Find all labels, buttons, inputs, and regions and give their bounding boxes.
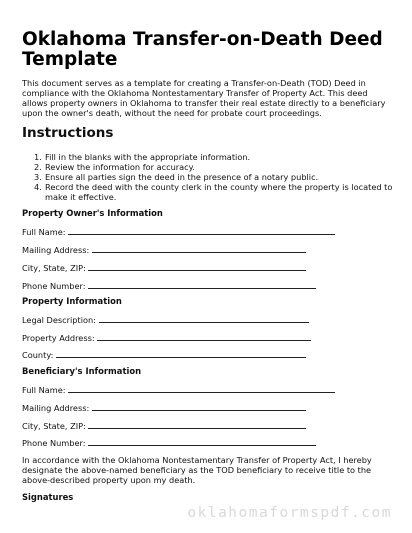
property-address-blank[interactable] — [97, 332, 311, 341]
property-section-heading: Property Information — [22, 296, 122, 306]
owner-full-name-blank[interactable] — [68, 226, 335, 235]
beneficiary-full-name-label: Full Name: — [22, 385, 66, 395]
owner-mailing-address-blank[interactable] — [92, 244, 306, 253]
signatures-heading: Signatures — [22, 492, 74, 502]
instructions-list — [34, 152, 396, 202]
beneficiary-city-state-zip-blank[interactable] — [88, 420, 306, 429]
beneficiary-city-state-zip-label: City, State, ZIP: — [22, 421, 86, 431]
site-watermark: oklahomaformspdf.com — [187, 505, 392, 521]
legal-description-label: Legal Description: — [22, 315, 96, 325]
owner-phone-field — [22, 280, 316, 291]
beneficiary-section-heading: Beneficiary's Information — [22, 366, 142, 376]
beneficiary-city-state-zip-field — [22, 420, 306, 431]
instruction-item: 2. Review the information for accuracy. — [34, 162, 195, 172]
legal-description-field — [22, 314, 309, 325]
beneficiary-full-name-field — [22, 384, 335, 395]
beneficiary-mailing-address-label: Mailing Address: — [22, 403, 90, 413]
owner-full-name-label: Full Name: — [22, 227, 66, 237]
owner-section-heading: Property Owner's Information — [22, 208, 163, 218]
instructions-heading: Instructions — [22, 125, 114, 141]
beneficiary-mailing-address-blank[interactable] — [92, 402, 306, 411]
beneficiary-mailing-address-field — [22, 402, 306, 413]
beneficiary-phone-blank[interactable] — [88, 437, 316, 446]
owner-mailing-address-field — [22, 244, 306, 255]
legal-description-blank[interactable] — [99, 314, 309, 323]
owner-phone-blank[interactable] — [88, 280, 316, 289]
owner-city-state-zip-field — [22, 262, 306, 273]
owner-city-state-zip-blank[interactable] — [88, 262, 306, 271]
county-blank[interactable] — [56, 349, 306, 358]
owner-city-state-zip-label: City, State, ZIP: — [22, 263, 86, 273]
beneficiary-phone-field — [22, 437, 316, 448]
instruction-item: 3. Ensure all parties sign the deed in the presence of a notary public. — [34, 172, 319, 182]
beneficiary-full-name-blank[interactable] — [68, 384, 335, 393]
owner-phone-label: Phone Number: — [22, 281, 86, 291]
document-title: Oklahoma Transfer-on-Death Deed Template — [22, 29, 383, 70]
owner-full-name-field — [22, 226, 335, 237]
beneficiary-phone-label: Phone Number: — [22, 438, 86, 448]
designation-paragraph: In accordance with the Oklahoma Nontestamentary Transfer of Property Act, I hereby designate the above-named beneficiary as the TOD beneficiary to receive title to the above-described property upon my death. — [22, 455, 372, 485]
instruction-item: 4. Record the deed with the county clerk in the county where the property is located to make it effective. — [34, 182, 393, 202]
intro-paragraph: This document serves as a template for creating a Transfer-on-Death (TOD) Deed in compliance with the Oklahoma Nontestamentary Transfer of Property Act. This deed allows property owners in Oklahoma to transfer their real estate directly to a beneficiary upon the owner's death, without the need for probate court proceedings. — [22, 78, 386, 118]
property-address-label: Property Address: — [22, 333, 95, 343]
instruction-item: 1. Fill in the blanks with the appropriate information. — [34, 152, 251, 162]
county-field — [22, 349, 306, 360]
owner-mailing-address-label: Mailing Address: — [22, 245, 90, 255]
county-label: County: — [22, 350, 54, 360]
property-address-field — [22, 332, 311, 343]
